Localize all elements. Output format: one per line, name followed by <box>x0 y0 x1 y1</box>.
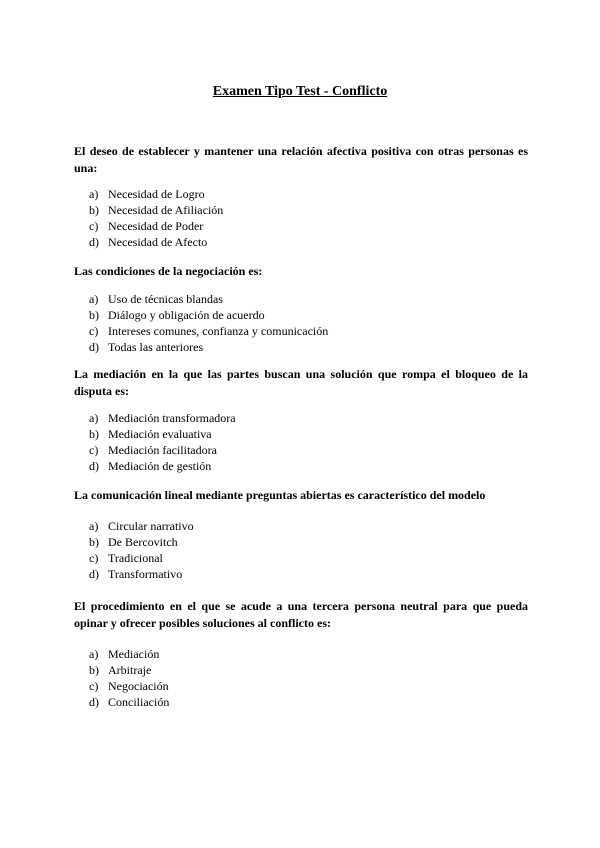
question-5: El procedimiento en el que se acude a una tercera persona neutral para que pueda opinar y ofrecer posibles soluciones al conflicto es: <box>74 599 528 630</box>
options-1 <box>89 186 223 250</box>
option-1b: b) Necesidad de Afiliación <box>89 203 224 217</box>
option-3a: a) Mediación transformadora <box>89 411 236 425</box>
option-2c: c) Intereses comunes, confianza y comunicación <box>89 324 329 338</box>
option-2a: a) Uso de técnicas blandas <box>89 292 223 306</box>
option-4b: b) De Bercovitch <box>89 535 178 549</box>
option-1a: a) Necesidad de Logro <box>89 187 205 201</box>
option-5d: d) Conciliación <box>89 695 170 709</box>
page-title: Examen Tipo Test - Conflicto <box>212 84 388 99</box>
option-2d: d) Todas las anteriores <box>89 340 204 354</box>
option-3b: b) Mediación evaluativa <box>89 427 212 441</box>
option-4a: a) Circular narrativo <box>89 519 194 533</box>
question-3: La mediación en la que las partes buscan una solución que rompa el bloqueo de la disputa es: <box>74 367 528 398</box>
option-4d: d) Transformativo <box>89 567 183 581</box>
option-5c: c) Negociación <box>89 679 169 693</box>
option-5b: b) Arbitraje <box>89 663 152 677</box>
option-3d: d) Mediación de gestión <box>89 459 212 473</box>
options-5 <box>89 646 169 710</box>
option-2b: b) Diálogo y obligación de acuerdo <box>89 308 265 322</box>
question-4: La comunicación lineal mediante preguntas abiertas es característico del modelo <box>74 488 486 502</box>
question-2: Las condiciones de la negociación es: <box>74 264 263 278</box>
option-1c: c) Necesidad de Poder <box>89 219 204 233</box>
option-3c: c) Mediación facilitadora <box>89 443 217 457</box>
question-1: El deseo de establecer y mantener una relación afectiva positiva con otras personas es una: <box>74 144 528 175</box>
option-4c: c) Tradicional <box>89 551 163 565</box>
options-4 <box>89 518 194 582</box>
options-2 <box>89 291 328 355</box>
options-3 <box>89 410 236 474</box>
option-5a: a) Mediación <box>89 647 160 661</box>
option-1d: d) Necesidad de Afecto <box>89 235 208 249</box>
